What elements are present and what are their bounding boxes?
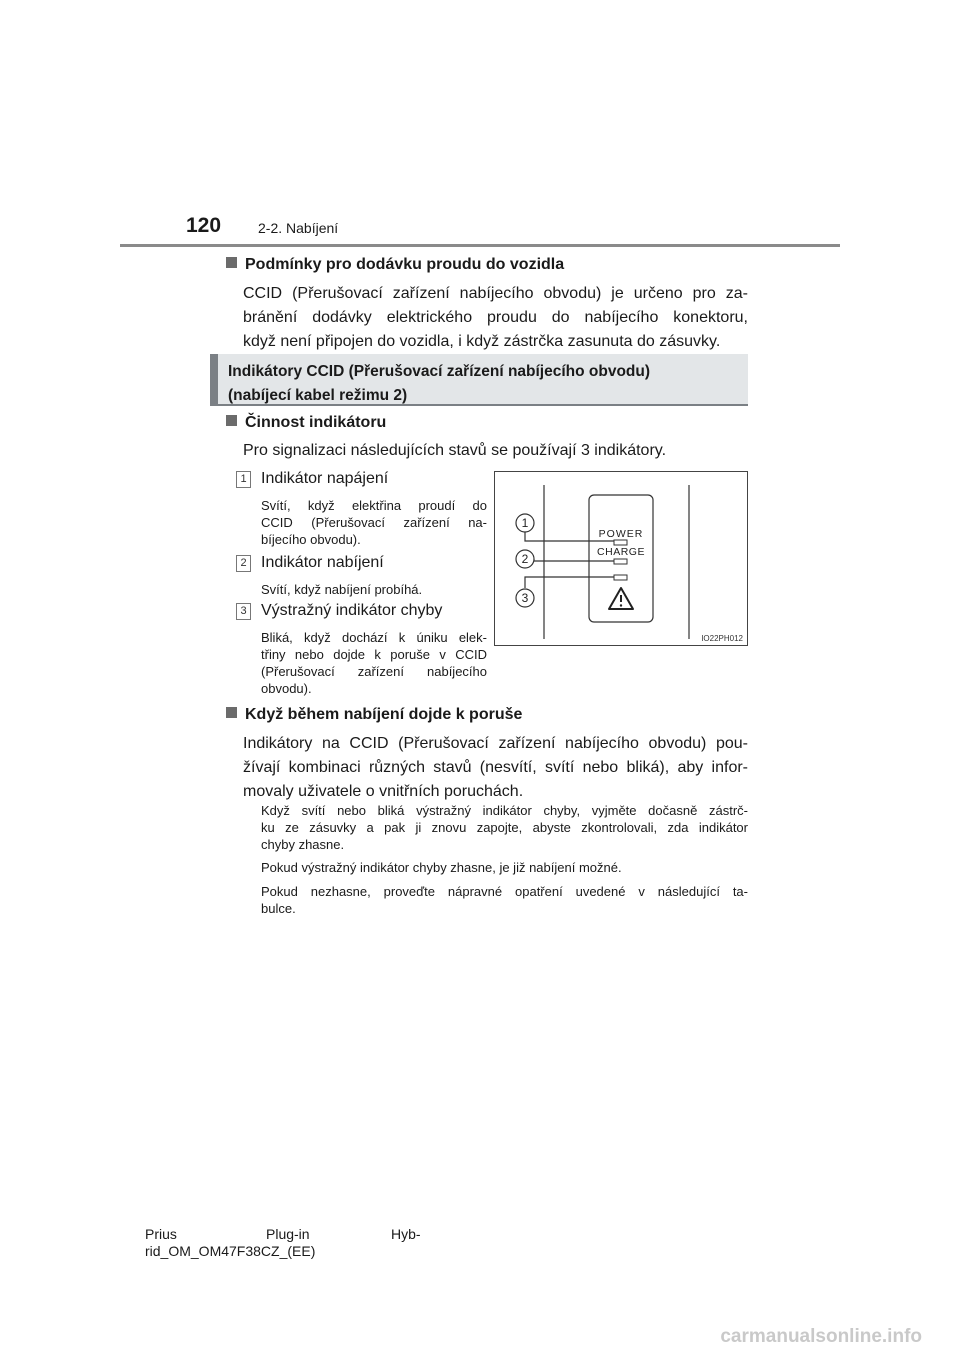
item-desc-charge-indicator: Svítí, když nabíjení probíhá. [261, 582, 423, 597]
subheading-malfunction: Když během nabíjení dojde k poruše [226, 706, 522, 724]
callout-3: 3 [521, 591, 529, 605]
charge-label: CHARGE [597, 546, 645, 558]
item-desc-power-indicator: Svítí, když elektřina proudí do CCID (Přerušovací zařízení na- bíjecího obvodu). [261, 498, 487, 547]
footer-model: Prius [145, 1226, 177, 1242]
section-box-heading: Indikátory CCID (Přerušovací zařízení nabíjecího obvodu) (nabíjecí kabel režimu 2) [210, 354, 748, 406]
footer-document-code: rid_OM_OM47F38CZ_(EE) [145, 1243, 316, 1259]
item-title-power-indicator: Indikátor napájení [261, 470, 389, 487]
paragraph-malfunction: Indikátory na CCID (Přerušovací zařízení nabíjecího obvodu) pou- žívají kombinaci různých stavů (nesvítí, svítí nebo bliká), aby infor- movaly uživatele o vnitřních poruchách. [243, 735, 748, 800]
power-label: POWER [598, 528, 644, 540]
footer-model: Hyb- [391, 1226, 421, 1242]
page-number: 120 [186, 214, 222, 237]
figure-code: IO22PH012 [701, 634, 743, 643]
bullet-square-icon [226, 257, 237, 268]
callout-1: 1 [521, 516, 529, 530]
item-title-charge-indicator: Indikátor nabíjení [261, 554, 384, 571]
item-desc-warning-indicator: Bliká, když dochází k úniku elek- třiny nebo dojde k poruše v CCID (Přerušovací zařízení nabíjecího obvodu). [261, 630, 487, 696]
bullet-square-icon [226, 707, 237, 718]
note-charging-possible: Pokud výstražný indikátor chyby zhasne, je již nabíjení možné. [261, 860, 622, 875]
item-number-badge: 2 [236, 555, 251, 572]
bullet-square-icon [226, 415, 237, 426]
note-reconnect: Když svítí nebo bliká výstražný indikátor chyby, vyjměte dočasně zástrč- ku ze zásuvky a pak ji znovu zapojte, abyste zkontrolovali, zda indikátor chyby zhasne. [261, 803, 748, 852]
item-title-warning-indicator: Výstražný indikátor chyby [261, 602, 443, 619]
subheading-indicator-operation: Činnost indikátoru [226, 414, 386, 432]
ccid-indicator-figure [494, 471, 748, 646]
watermark: carmanualsonline.info [720, 1326, 922, 1347]
subheading-power-conditions: Podmínky pro dodávku proudu do vozidla [226, 256, 564, 274]
callout-2: 2 [521, 552, 529, 566]
header-divider [120, 244, 840, 247]
item-number-badge: 1 [236, 471, 251, 488]
section-title: 2-2. Nabíjení [258, 220, 339, 236]
paragraph-power-conditions: CCID (Přerušovací zařízení nabíjecího obvodu) je určeno pro za- bránění dodávky elektrického proudu do nabíjecího konektoru, když není připojen do vozidla, i když zástrčka zasunuta do zásuvky. [243, 285, 748, 350]
ccid-diagram [494, 471, 748, 646]
footer-model: Plug-in [266, 1226, 310, 1242]
item-number-badge: 3 [236, 603, 251, 620]
note-corrective-action: Pokud nezhasne, proveďte nápravné opatření uvedené v následující ta- bulce. [261, 884, 748, 916]
paragraph-indicator-intro: Pro signalizaci následujících stavů se používají 3 indikátory. [243, 442, 667, 459]
